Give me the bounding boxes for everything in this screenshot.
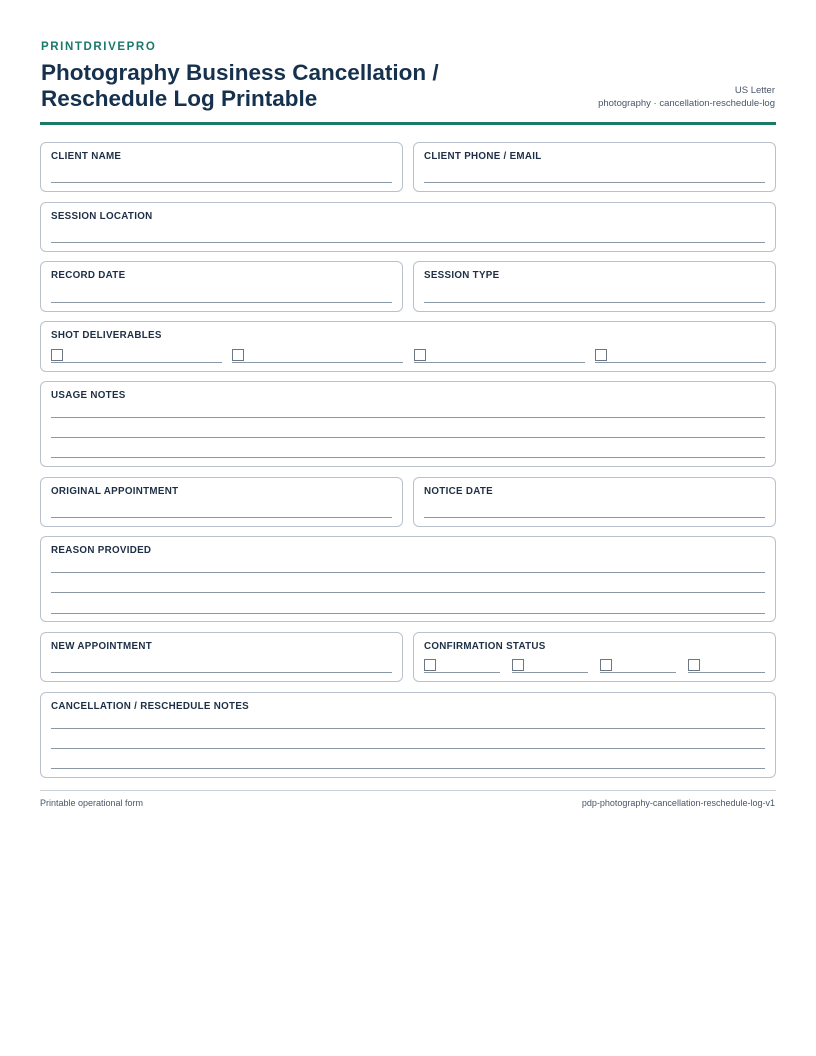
record-date-input-line[interactable] — [51, 302, 392, 303]
brand-name: PRINTDRIVEPRO — [41, 41, 157, 53]
checkbox[interactable] — [424, 659, 436, 671]
confirmation-option-3[interactable] — [600, 659, 676, 673]
deliverable-option-2[interactable] — [232, 349, 403, 363]
notice-date-field — [413, 477, 776, 527]
header-divider — [40, 122, 776, 125]
client-name-label: CLIENT NAME — [51, 151, 122, 162]
checkbox[interactable] — [595, 349, 607, 361]
original-appointment-field — [40, 477, 403, 527]
checkbox[interactable] — [600, 659, 612, 671]
page-title: Photography Business Cancellation / Reschedule Log Printable — [41, 60, 439, 111]
client-contact-field — [413, 142, 776, 192]
reason-line-3[interactable] — [51, 613, 765, 614]
confirmation-option-4[interactable] — [688, 659, 765, 673]
checkbox[interactable] — [232, 349, 244, 361]
checkbox[interactable] — [414, 349, 426, 361]
checkbox[interactable] — [688, 659, 700, 671]
footer-divider — [40, 790, 776, 791]
confirmation-option-1[interactable] — [424, 659, 500, 673]
notes-line-2[interactable] — [51, 748, 765, 749]
checkbox[interactable] — [51, 349, 63, 361]
reason-provided-field — [40, 536, 776, 622]
reason-line-2[interactable] — [51, 592, 765, 593]
usage-notes-line-3[interactable] — [51, 457, 765, 458]
reason-provided-label: REASON PROVIDED — [51, 545, 152, 556]
usage-notes-line-1[interactable] — [51, 417, 765, 418]
reason-line-1[interactable] — [51, 572, 765, 573]
cancellation-notes-field — [40, 692, 776, 778]
session-type-label: SESSION TYPE — [424, 270, 500, 281]
client-name-input-line[interactable] — [51, 182, 392, 183]
session-location-input-line[interactable] — [51, 242, 765, 243]
new-appointment-field — [40, 632, 403, 682]
usage-notes-label: USAGE NOTES — [51, 390, 126, 401]
footer-left-text: Printable operational form — [40, 798, 144, 808]
notes-line-3[interactable] — [51, 768, 765, 769]
record-date-field — [40, 261, 403, 312]
original-appointment-input-line[interactable] — [51, 517, 392, 518]
new-appointment-label: NEW APPOINTMENT — [51, 641, 153, 652]
session-location-label: SESSION LOCATION — [51, 211, 153, 222]
client-contact-label: CLIENT PHONE / EMAIL — [424, 151, 542, 162]
record-date-label: RECORD DATE — [51, 270, 126, 281]
notice-date-input-line[interactable] — [424, 517, 765, 518]
session-location-field — [40, 202, 776, 252]
usage-notes-line-2[interactable] — [51, 437, 765, 438]
client-name-field — [40, 142, 403, 192]
checkbox[interactable] — [512, 659, 524, 671]
deliverable-option-1[interactable] — [51, 349, 222, 363]
page-meta — [598, 84, 775, 110]
form-slug: photography · cancellation-reschedule-log — [598, 98, 775, 109]
footer-form-id: pdp-photography-cancellation-reschedule-log-v1 — [581, 798, 775, 808]
usage-notes-field — [40, 381, 776, 467]
deliverable-option-3[interactable] — [414, 349, 585, 363]
session-type-input-line[interactable] — [424, 302, 765, 303]
deliverable-option-4[interactable] — [595, 349, 766, 363]
session-type-field — [413, 261, 776, 312]
notes-line-1[interactable] — [51, 728, 765, 729]
notice-date-label: NOTICE DATE — [424, 486, 493, 497]
shot-deliverables-label: SHOT DELIVERABLES — [51, 330, 162, 341]
confirmation-status-label: CONFIRMATION STATUS — [424, 641, 546, 652]
confirmation-option-2[interactable] — [512, 659, 588, 673]
client-contact-input-line[interactable] — [424, 182, 765, 183]
paper-size: US Letter — [734, 85, 775, 96]
cancellation-notes-label: CANCELLATION / RESCHEDULE NOTES — [51, 701, 249, 712]
confirmation-status-field — [413, 632, 776, 682]
new-appointment-input-line[interactable] — [51, 672, 392, 673]
original-appointment-label: ORIGINAL APPOINTMENT — [51, 486, 179, 497]
shot-deliverables-field — [40, 321, 776, 372]
